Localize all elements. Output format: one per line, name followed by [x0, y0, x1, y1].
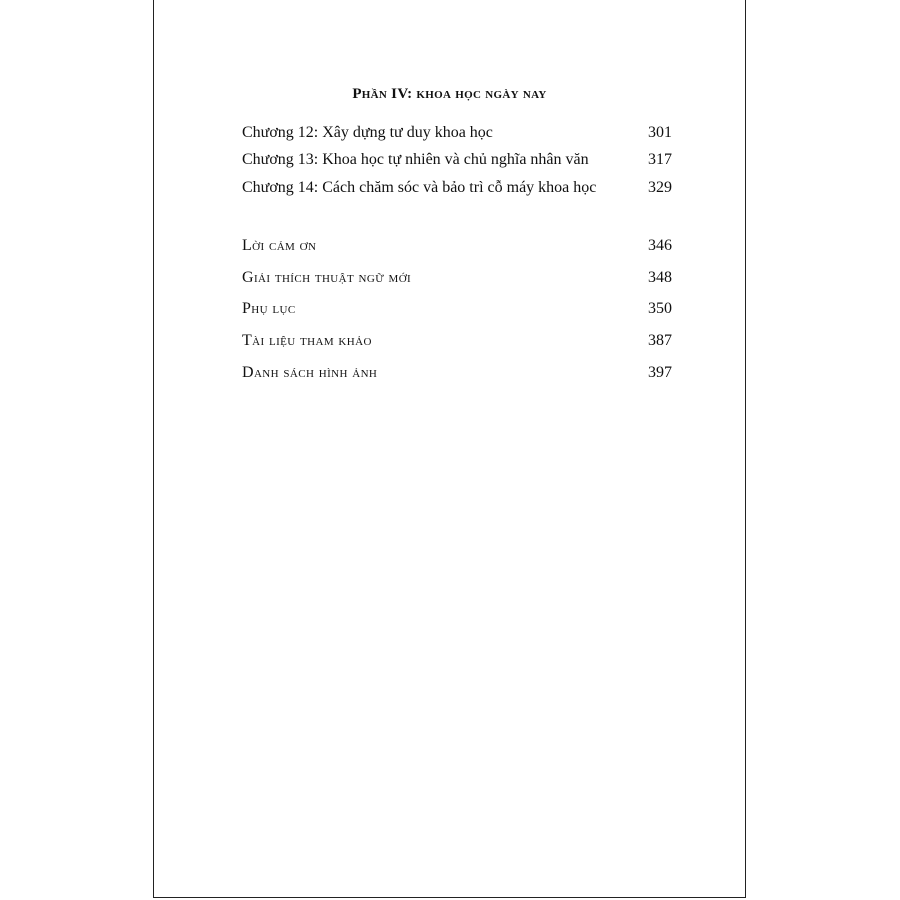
toc-page-number: 329	[648, 179, 672, 196]
toc-section-label: Phụ lục	[242, 300, 296, 317]
book-page	[153, 0, 746, 898]
toc-section-label: Tài liệu tham khảo	[242, 332, 372, 349]
toc-section-label: Danh sách hình ảnh	[242, 364, 378, 381]
toc-chapter-14	[242, 179, 672, 197]
toc-page-number: 301	[648, 124, 672, 141]
toc-chapter-label: Chương 13: Khoa học tự nhiên và chủ nghĩa nhân văn	[242, 151, 589, 168]
toc-chapter-label: Chương 12: Xây dựng tư duy khoa học	[242, 124, 493, 141]
toc-acknowledgements	[242, 237, 672, 255]
toc-page-number: 346	[648, 237, 672, 254]
toc-chapter-13	[242, 151, 672, 169]
toc-appendix	[242, 300, 672, 318]
toc-page-number: 387	[648, 332, 672, 349]
toc-chapter-label: Chương 14: Cách chăm sóc và bảo trì cỗ máy khoa học	[242, 179, 597, 196]
toc-chapter-12	[242, 124, 672, 142]
toc-page-number: 397	[648, 364, 672, 381]
toc-page-number: 350	[648, 300, 672, 317]
toc-list-of-figures	[242, 364, 672, 382]
toc-references	[242, 332, 672, 350]
toc-page-number: 317	[648, 151, 672, 168]
toc-glossary	[242, 269, 672, 287]
toc-page-number: 348	[648, 269, 672, 286]
toc-section-label: Lời cảm ơn	[242, 237, 317, 254]
part-title: Phần IV: khoa học ngày nay	[352, 86, 547, 102]
toc-section-label: Giải thích thuật ngữ mới	[242, 269, 412, 286]
